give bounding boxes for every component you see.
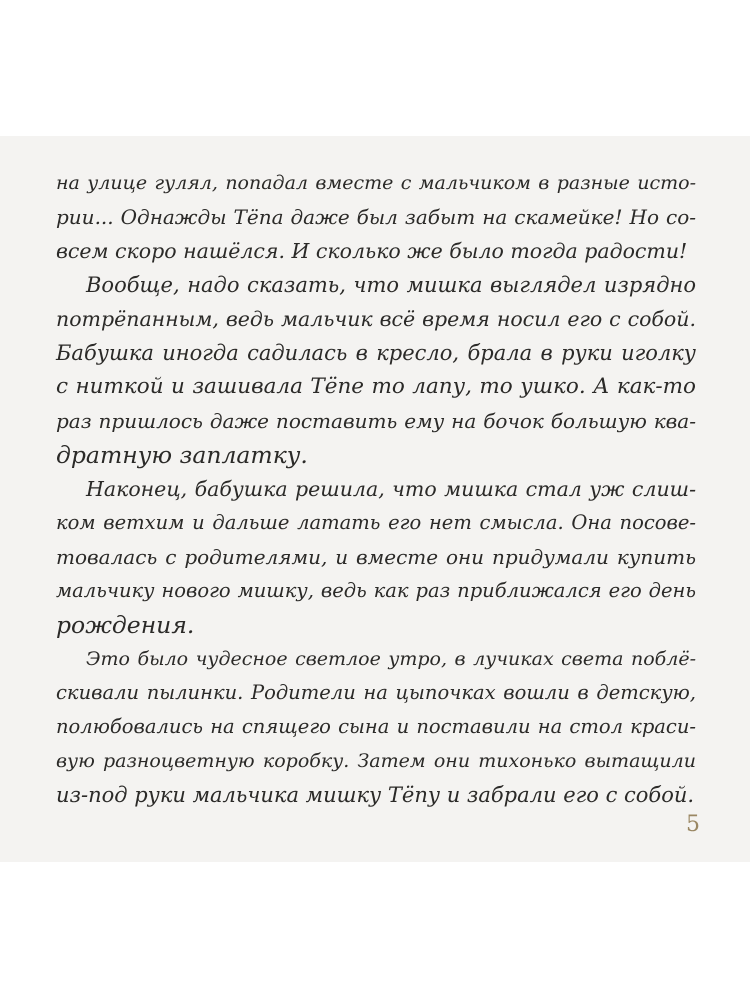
book-page: [0, 136, 750, 862]
text-line: рождения.: [56, 611, 195, 639]
text-line: Наконец, бабушка решила, что мишка стал уж слиш-: [86, 477, 696, 501]
text-line: мальчику нового мишку, ведь как раз приближался его день: [56, 579, 696, 602]
text-line: ком ветхим и дальше латать его нет смысла. Она посове-: [56, 511, 696, 534]
text-line: скивали пылинки. Родители на цыпочках вошли в детскую,: [56, 681, 696, 704]
story-text: [56, 166, 696, 812]
text-line: раз пришлось даже поставить ему на бочок большую ква-: [56, 409, 696, 433]
text-line: Вообще, надо сказать, что мишка выглядел изрядно: [86, 273, 696, 297]
text-line: из-под руки мальчика мишку Тёпу и забрали его с собой.: [56, 783, 695, 807]
text-line: товалась с родителями, и вместе они придумали купить: [56, 545, 696, 569]
page-number: 5: [686, 812, 700, 837]
text-line: рии... Однажды Тёпа даже был забыт на скамейке! Но со-: [56, 205, 696, 229]
text-line: Бабушка иногда садилась в кресло, брала в руки иголку: [56, 341, 696, 365]
text-line: вую разноцветную коробку. Затем они тихонько вытащили: [56, 750, 696, 772]
text-line: дратную заплатку.: [56, 441, 308, 469]
text-line: на улице гулял, попадал вместе с мальчиком в разные исто-: [56, 172, 696, 194]
text-line: с ниткой и зашивала Тёпе то лапу, то ушко. А как-то: [56, 374, 696, 399]
text-line: Это было чудесное светлое утро, в лучиках света поблё-: [86, 648, 696, 670]
text-line: полюбовались на спящего сына и поставили на стол краси-: [56, 715, 696, 738]
text-line: потрёпанным, ведь мальчик всё время носил его с собой.: [56, 307, 696, 331]
text-line: всем скоро нашёлся. И сколько же было тогда радости!: [56, 239, 688, 263]
